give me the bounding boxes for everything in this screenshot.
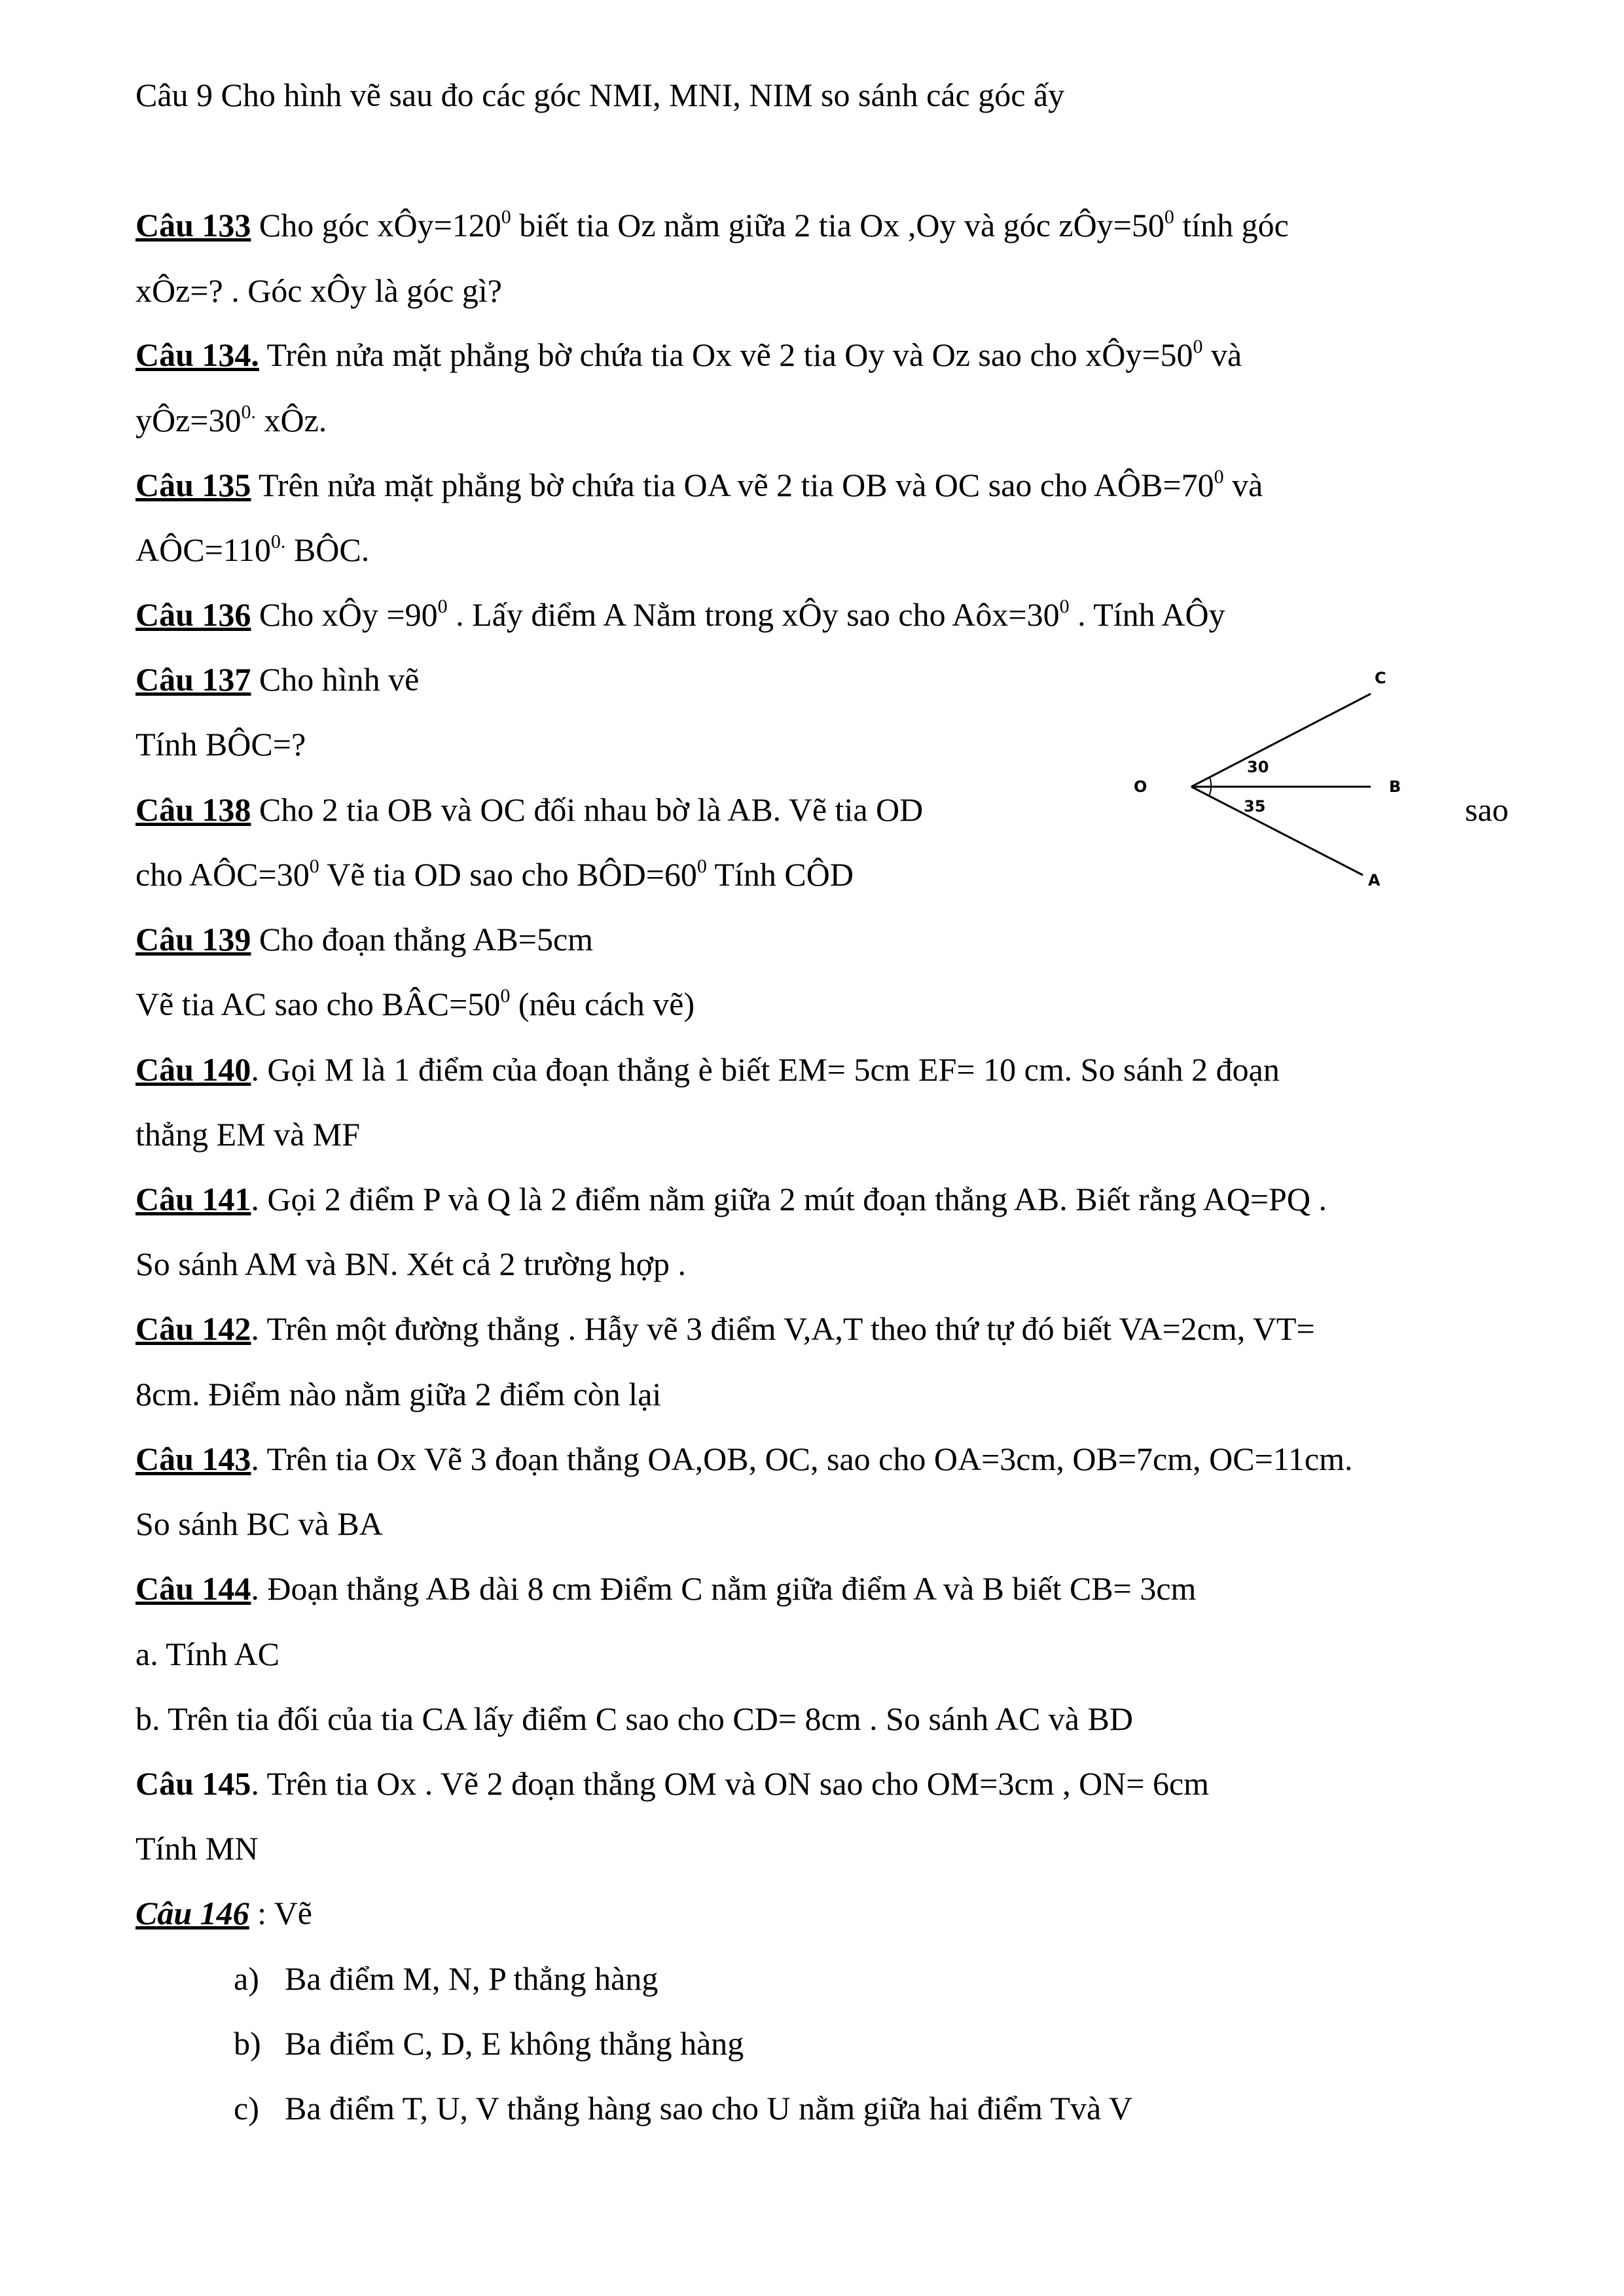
question-number: Câu 133 <box>135 207 251 243</box>
question-number: Câu 141 <box>135 1181 251 1217</box>
ray-oa <box>1191 787 1363 875</box>
text-segment: Tính MN <box>135 1830 259 1867</box>
question-145-cont <box>135 1829 259 1868</box>
text-segment: . Trên tia Ox . Vẽ 2 đoạn thẳng OM và ON sao cho OM=3cm , ON= 6cm <box>251 1765 1210 1802</box>
text-segment: . Trên tia Ox Vẽ 3 đoạn thẳng OA,OB, OC, sao cho OA=3cm, OB=7cm, OC=11cm. <box>251 1441 1353 1477</box>
text-segment: xÔz. <box>256 402 327 439</box>
side-text: sao <box>1465 791 1509 828</box>
question-143 <box>135 1439 1353 1479</box>
degree-superscript: 0 <box>1193 336 1203 357</box>
list-item-label: a) <box>234 1960 259 1997</box>
text-segment: b. Trên tia đối của tia CA lấy điểm C sao cho CD= 8cm . So sánh AC và BD <box>135 1700 1133 1737</box>
question-number: Câu 143 <box>135 1441 251 1477</box>
text-segment: Câu 9 Cho hình vẽ sau đo các góc NMI, MNI, NIM so sánh các góc ấy <box>135 77 1065 113</box>
text-segment: biết tia Oz nằm giữa 2 tia Ox ,Oy và góc zÔy=50 <box>511 207 1164 243</box>
text-segment: . Trên một đường thẳng . Hẫy vẽ 3 điểm V,A,T theo thứ tự đó biết VA=2cm, VT= <box>251 1310 1315 1347</box>
text-segment: Cho đoạn thẳng AB=5cm <box>251 921 594 958</box>
angle-label-boc: 30 <box>1247 758 1269 776</box>
question-number: Câu 135 <box>135 467 251 503</box>
list-item-text: Ba điểm C, D, E không thẳng hàng <box>285 2025 744 2062</box>
question-144 <box>135 1569 1196 1608</box>
degree-superscript: 0. <box>270 531 286 552</box>
text-segment: So sánh AM và BN. Xét cả 2 trường hợp . <box>135 1246 687 1282</box>
text-segment: (nêu cách vẽ) <box>510 986 695 1022</box>
question-142 <box>135 1309 1315 1348</box>
text-segment: : Vẽ <box>249 1895 312 1931</box>
question-136 <box>135 595 1225 634</box>
text-segment: . Lấy điểm A Nằm trong xÔy sao cho Aôx=30 <box>447 596 1060 633</box>
degree-superscript: 0 <box>1164 206 1174 228</box>
question-143-cont <box>135 1504 383 1543</box>
list-item <box>234 2089 1132 2128</box>
question-144-a <box>135 1634 280 1674</box>
list-item <box>234 1959 658 1998</box>
question-134 <box>135 335 1242 374</box>
angle-arc-aob <box>1209 787 1211 796</box>
text-segment: Vẽ tia AC sao cho BÂC=50 <box>135 986 501 1022</box>
text-segment: thẳng EM và MF <box>135 1116 361 1153</box>
list-item <box>234 2024 744 2063</box>
degree-superscript: 0 <box>309 855 319 877</box>
angle-figure <box>1126 655 1414 903</box>
text-segment: Tính BÔC=? <box>135 726 306 762</box>
angle-arc-boc <box>1210 778 1211 787</box>
degree-superscript: 0 <box>696 855 707 877</box>
question-140 <box>135 1050 1280 1089</box>
question-number: Câu 145 <box>135 1765 251 1802</box>
question-137 <box>135 660 419 699</box>
list-item-text: Ba điểm T, U, V thẳng hàng sao cho U nằm giữa hai điểm Tvà V <box>285 2090 1132 2126</box>
degree-superscript: 0. <box>241 401 256 423</box>
degree-superscript: 0 <box>500 985 511 1007</box>
text-segment: yÔz=30 <box>135 402 242 439</box>
text-segment: . Đoạn thẳng AB dài 8 cm Điểm C nằm giữa điểm A và B biết CB= 3cm <box>251 1570 1197 1607</box>
text-segment: Cho hình vẽ <box>251 661 420 698</box>
text-segment: BÔC. <box>285 531 370 568</box>
text-segment: Vẽ tia OD sao cho BÔD=60 <box>319 856 697 893</box>
text-segment: . Gọi M là 1 điểm của đoạn thẳng è biết EM= 5cm EF= 10 cm. So sánh 2 đoạn <box>251 1051 1280 1088</box>
ray-oc <box>1191 694 1371 787</box>
question-144-b <box>135 1699 1133 1738</box>
text-segment: a. Tính AC <box>135 1636 280 1672</box>
text-segment: Trên nửa mặt phẳng bờ chứa tia Ox vẽ 2 tia Oy và Oz sao cho xÔy=50 <box>259 336 1193 373</box>
question-134-cont <box>135 401 327 440</box>
question-139 <box>135 920 593 959</box>
question-number: Câu 142 <box>135 1310 251 1347</box>
text-segment: Tính CÔD <box>706 856 854 893</box>
text-segment: 8cm. Điểm nào nằm giữa 2 điểm còn lại <box>135 1376 662 1412</box>
text-segment: Cho góc xÔy=120 <box>251 207 501 243</box>
label-b: B <box>1389 778 1401 796</box>
question-133-cont <box>135 271 502 310</box>
question-number: Câu 137 <box>135 661 251 698</box>
question-145 <box>135 1764 1209 1803</box>
question-number: Câu 146 <box>135 1895 249 1931</box>
question-137-cont <box>135 725 306 764</box>
text-segment: cho AÔC=30 <box>135 856 310 893</box>
text-segment: xÔz=? . Góc xÔy là góc gì? <box>135 272 502 309</box>
degree-superscript: 0 <box>501 206 511 228</box>
question-142-cont <box>135 1374 661 1414</box>
question-number: Câu 134. <box>135 336 259 373</box>
question-138 <box>135 790 923 829</box>
list-item-label: c) <box>234 2090 259 2126</box>
question-number: Câu 138 <box>135 791 251 828</box>
question-number: Câu 139 <box>135 921 251 958</box>
question-9 <box>135 75 1064 115</box>
text-segment: . Tính AÔy <box>1069 596 1225 633</box>
label-c: C <box>1375 669 1386 687</box>
list-item-label: b) <box>234 2025 261 2062</box>
text-segment: và <box>1223 467 1263 503</box>
question-139-cont <box>135 984 695 1024</box>
degree-superscript: 0 <box>1059 596 1070 617</box>
text-segment: Cho xÔy =90 <box>251 596 438 633</box>
question-140-cont <box>135 1115 360 1154</box>
text-segment: . Gọi 2 điểm P và Q là 2 điểm nằm giữa 2 mút đoạn thẳng AB. Biết rằng AQ=PQ . <box>251 1181 1327 1217</box>
question-135 <box>135 465 1263 505</box>
text-segment: AÔC=110 <box>135 531 271 568</box>
text-segment: tính góc <box>1174 207 1289 243</box>
angle-label-aob: 35 <box>1244 797 1266 816</box>
question-number: Câu 140 <box>135 1051 251 1088</box>
question-135-cont <box>135 530 369 569</box>
text-segment: Cho 2 tia OB và OC đối nhau bờ là AB. Vẽ tia OD <box>251 791 924 828</box>
text-segment: và <box>1202 336 1242 373</box>
question-138-cont <box>135 855 854 894</box>
question-number: Câu 144 <box>135 1570 251 1607</box>
question-141-cont <box>135 1244 686 1283</box>
text-segment: Trên nửa mặt phẳng bờ chứa tia OA vẽ 2 tia OB và OC sao cho AÔB=70 <box>251 467 1214 503</box>
question-number: Câu 136 <box>135 596 251 633</box>
question-141 <box>135 1179 1327 1219</box>
question-146 <box>135 1893 312 1933</box>
label-o: O <box>1134 778 1147 796</box>
degree-superscript: 0 <box>437 596 448 617</box>
degree-superscript: 0 <box>1214 466 1224 488</box>
list-item-text: Ba điểm M, N, P thẳng hàng <box>285 1960 659 1997</box>
text-segment: So sánh BC và BA <box>135 1505 383 1542</box>
label-a: A <box>1368 871 1380 889</box>
question-133 <box>135 206 1289 245</box>
